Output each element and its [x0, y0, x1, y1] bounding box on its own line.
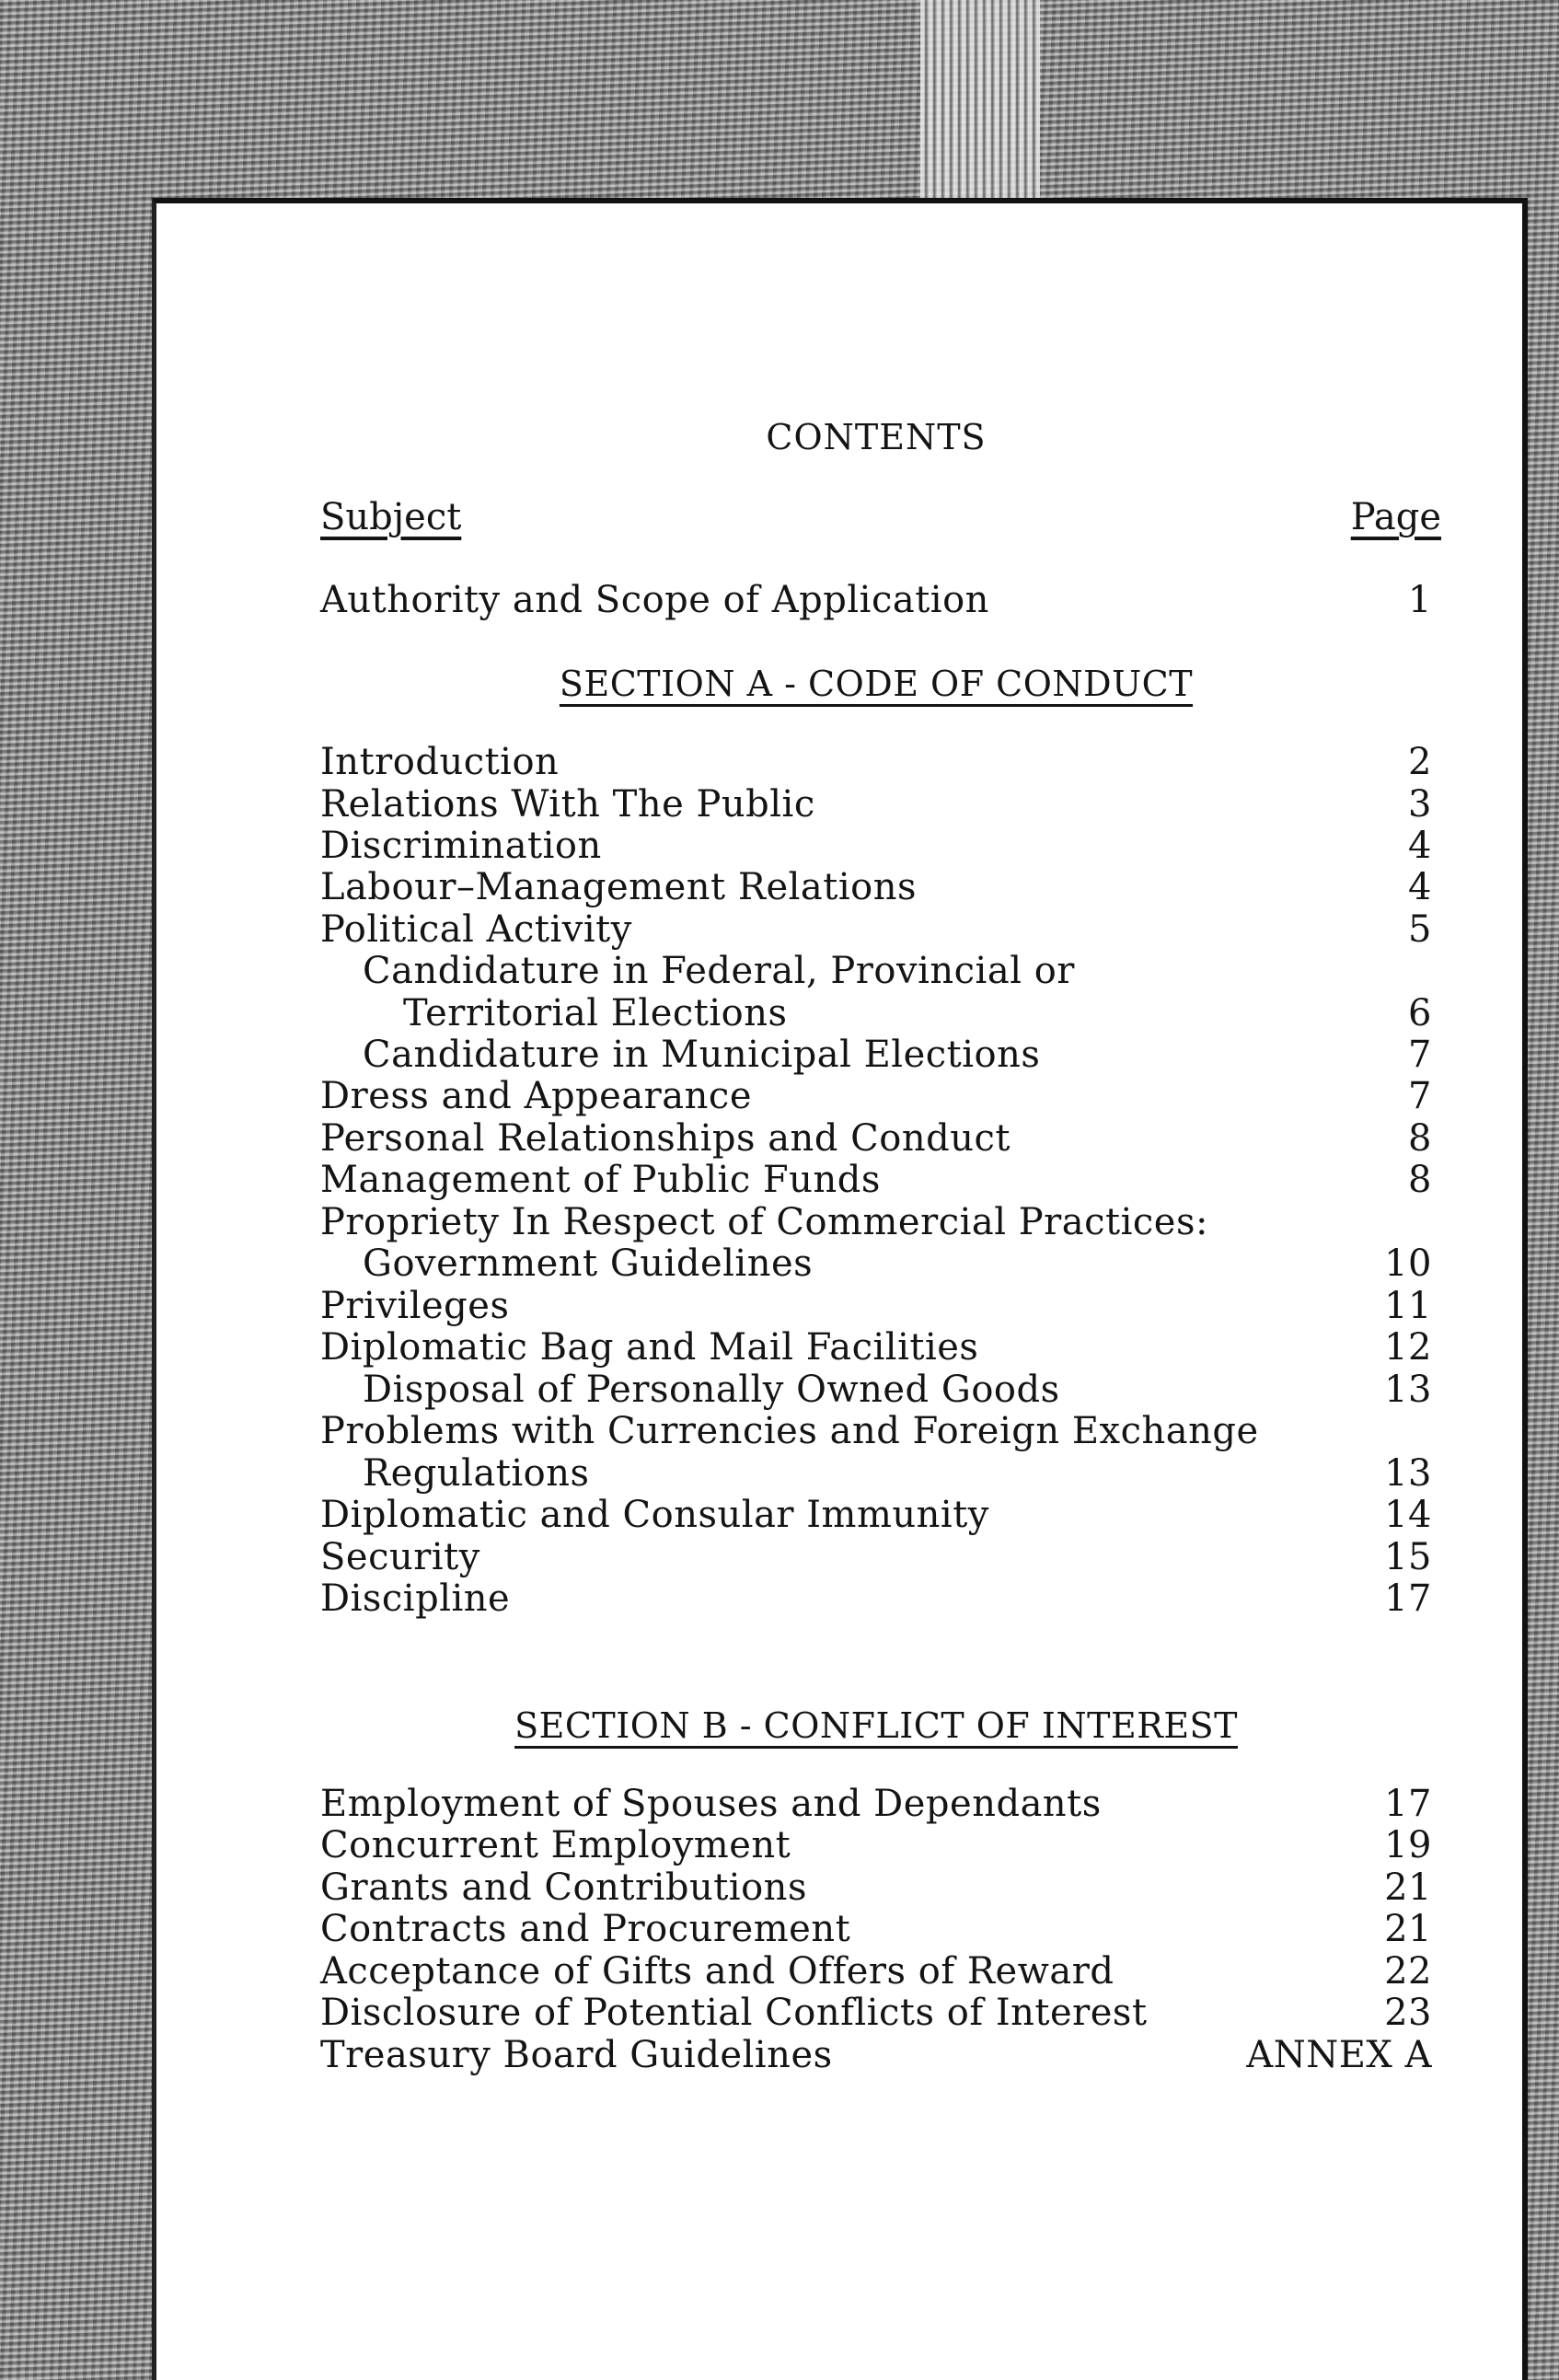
page-title: CONTENTS: [766, 417, 987, 457]
toc-entry: [320, 992, 1432, 1034]
toc-entry: [320, 741, 1432, 783]
toc-entry: [320, 1536, 1432, 1578]
toc-entry-page: 19: [1384, 1824, 1432, 1866]
toc-entry-page: 7: [1408, 1075, 1432, 1117]
toc-entry-title: Treasury Board Guidelines: [320, 2034, 833, 2076]
toc-entry: [320, 2034, 1432, 2076]
toc-entry-page: 12: [1384, 1326, 1432, 1369]
toc-entry-page: 21: [1384, 1866, 1432, 1909]
toc-entry-page: 8: [1408, 1117, 1432, 1160]
toc-entry-page: 4: [1408, 866, 1432, 908]
toc-entry-title: Problems with Currencies and Foreign Exchange: [320, 1410, 1259, 1452]
toc-entry: [320, 1075, 1432, 1117]
toc-entry-page: 11: [1384, 1285, 1432, 1327]
toc-entry-page: 13: [1384, 1452, 1432, 1495]
toc-entry-page: 17: [1384, 1577, 1432, 1620]
toc-entry-title: Discrimination: [320, 825, 602, 867]
toc-entry-title: Diplomatic and Consular Immunity: [320, 1494, 989, 1536]
toc-entry-title: Relations With The Public: [320, 783, 815, 826]
toc-entry: [320, 825, 1432, 867]
toc-entry: [320, 579, 1432, 621]
toc-entry: [320, 1242, 1432, 1285]
toc-entry: [320, 1201, 1432, 1243]
toc-entry-page: 7: [1408, 1034, 1432, 1076]
toc-entry: [320, 1159, 1432, 1201]
toc-entry-title: Disclosure of Potential Conflicts of Interest: [320, 1992, 1148, 2034]
toc-entry-title: Concurrent Employment: [320, 1824, 791, 1866]
toc-entry-page: 5: [1408, 908, 1432, 951]
section-b-title: SECTION B - CONFLICT OF INTEREST: [514, 1705, 1238, 1746]
toc-entry: [320, 1369, 1432, 1411]
toc-entry: [320, 1326, 1432, 1369]
toc-entry-title: Disposal of Personally Owned Goods: [363, 1369, 1060, 1411]
toc-entry-page: 14: [1384, 1494, 1432, 1536]
section-b-heading: [320, 1705, 1432, 1746]
toc-entry-page: 1: [1408, 579, 1432, 621]
toc-entry: [320, 1034, 1432, 1076]
toc-entry-page: 13: [1384, 1369, 1432, 1411]
toc-entry-title: Security: [320, 1536, 480, 1578]
toc-entry-title: Government Guidelines: [363, 1242, 814, 1285]
toc-entry-title: Contracts and Procurement: [320, 1908, 851, 1950]
toc-entry-title: Introduction: [320, 741, 560, 783]
toc-entry-title: Acceptance of Gifts and Offers of Reward: [320, 1950, 1114, 1993]
toc-entry: [320, 1824, 1432, 1866]
toc-entry-page: 3: [1408, 783, 1432, 826]
toc-entry-page: ANNEX A: [1246, 2034, 1432, 2076]
toc-entry-page: 2: [1408, 741, 1432, 783]
toc-entry: [320, 1117, 1432, 1160]
toc-entry: [320, 1783, 1432, 1825]
book-spine: [920, 0, 1040, 198]
toc-entry-page: 15: [1384, 1536, 1432, 1578]
toc-entry-title: Privileges: [320, 1285, 510, 1327]
toc-entry-title: Candidature in Municipal Elections: [363, 1034, 1041, 1076]
toc-entry-title: Personal Relationships and Conduct: [320, 1117, 1010, 1160]
toc-entry-title: Employment of Spouses and Dependants: [320, 1783, 1102, 1825]
toc-entry-title: Grants and Contributions: [320, 1866, 807, 1909]
toc-entry: [320, 1992, 1432, 2034]
page-column-header: Page: [1350, 496, 1441, 538]
toc-entry-title: Territorial Elections: [403, 992, 788, 1034]
toc-entry: [320, 1410, 1432, 1452]
subject-column-header: Subject: [320, 496, 462, 538]
toc-entry: [320, 783, 1432, 826]
toc-entry: [320, 950, 1432, 992]
toc-entry: [320, 1577, 1432, 1620]
toc-entry-page: 8: [1408, 1159, 1432, 1201]
toc-entry: [320, 1452, 1432, 1495]
toc-entry-title: Authority and Scope of Application: [320, 579, 989, 621]
toc-entry: [320, 1950, 1432, 1993]
toc-entry-title: Diplomatic Bag and Mail Facilities: [320, 1326, 979, 1369]
section-a-heading: [320, 664, 1432, 704]
toc-entry-page: 6: [1408, 992, 1432, 1034]
toc-entry: [320, 1908, 1432, 1950]
document-page: [152, 198, 1528, 2380]
toc-entry-title: Regulations: [363, 1452, 590, 1495]
toc-entry-title: Discipline: [320, 1577, 511, 1620]
toc-entry: [320, 1494, 1432, 1536]
toc-entry-page: 23: [1384, 1992, 1432, 2034]
section-a-title: SECTION A - CODE OF CONDUCT: [559, 664, 1194, 704]
toc-entry-title: Political Activity: [320, 908, 632, 951]
toc-entry-page: 21: [1384, 1908, 1432, 1950]
toc-entry-page: 17: [1384, 1783, 1432, 1825]
toc-entry-title: Candidature in Federal, Provincial or: [363, 950, 1075, 992]
toc-entry: [320, 1866, 1432, 1909]
toc-entry-page: 10: [1384, 1242, 1432, 1285]
toc-entry: [320, 1285, 1432, 1327]
toc-entry-page: 22: [1384, 1950, 1432, 1993]
toc-entry: [320, 866, 1432, 908]
toc-entry-title: Propriety In Respect of Commercial Practices:: [320, 1201, 1208, 1243]
toc-entry-page: 4: [1408, 825, 1432, 867]
toc-entry: [320, 908, 1432, 951]
toc-entry-title: Dress and Appearance: [320, 1075, 752, 1117]
toc-entry-title: Labour–Management Relations: [320, 866, 917, 908]
toc-entry-title: Management of Public Funds: [320, 1159, 881, 1201]
